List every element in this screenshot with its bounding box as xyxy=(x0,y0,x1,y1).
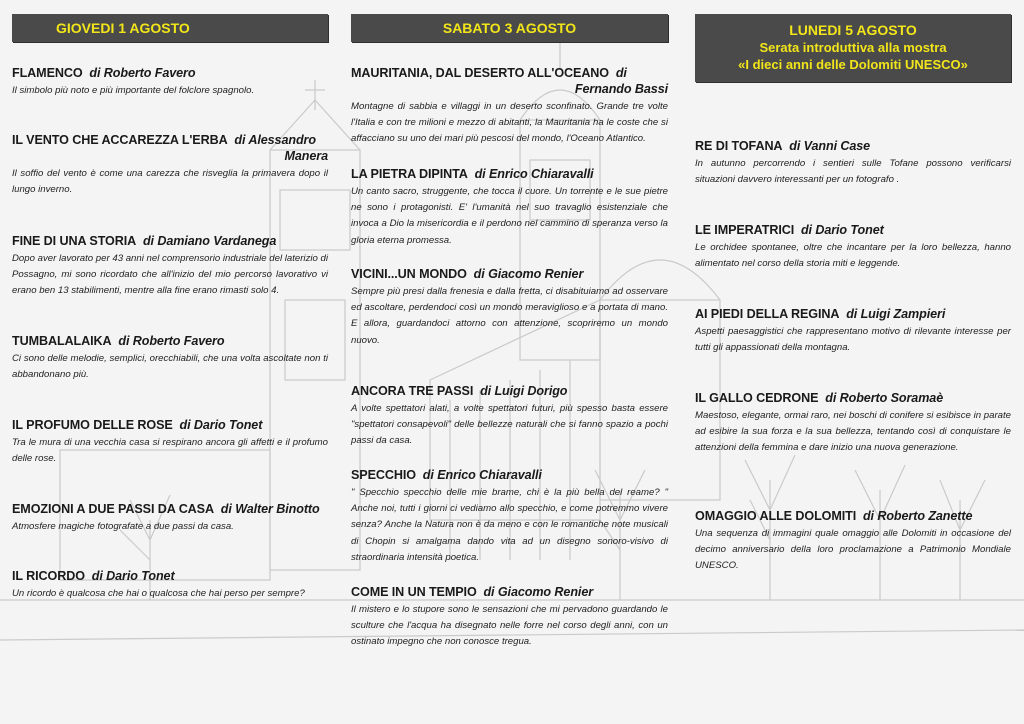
item-title: SPECCHIO di Enrico Chiaravalli xyxy=(351,468,542,482)
column-header-subtitle: Serata introduttiva alla mostra xyxy=(759,40,947,55)
column-saturday xyxy=(351,14,668,648)
program-item xyxy=(351,266,668,349)
item-title: LA PIETRA DIPINTA di Enrico Chiaravalli xyxy=(351,167,594,181)
item-title: RE DI TOFANA di Vanni Case xyxy=(695,139,871,153)
column-header-date: LUNEDI 5 AGOSTO xyxy=(789,22,917,38)
program-item xyxy=(695,306,1011,356)
column-thursday xyxy=(12,14,328,599)
item-description: " Specchio specchio delle mie brame, chi è la più bella del reame? " Anche noi, tutti i giorni ci vediamo allo specchio, e come potremmo vivere senza? Anche la Natura non è da meno e con le romantiche note musicali di Chopin si amalgama dando vita ad un disegno sonoro-visivo di straordinaria intensità poetica. xyxy=(351,487,668,563)
program-item xyxy=(351,584,668,651)
column-header: SABATO 3 AGOSTO xyxy=(351,14,668,42)
column-header-exhibition: «I dieci anni delle Dolomiti UNESCO» xyxy=(738,57,968,72)
program-item xyxy=(695,508,1011,575)
program-item xyxy=(12,501,328,535)
program-item xyxy=(12,568,328,602)
item-title: OMAGGIO ALLE DOLOMITI di Roberto Zanette xyxy=(695,509,973,523)
item-title: LE IMPERATRICI di Dario Tonet xyxy=(695,223,884,237)
program-item xyxy=(351,65,668,148)
program-item xyxy=(351,467,668,566)
item-title: COME IN UN TEMPIO di Giacomo Renier xyxy=(351,585,594,599)
item-description: Una sequenza di immagini quale omaggio alle Dolomiti in occasione del decimo anniversario della loro proclamazione a Patrimonio Mondiale UNESCO. xyxy=(695,528,1011,572)
item-title: IL RICORDO di Dario Tonet xyxy=(12,569,175,583)
item-title: TUMBALALAIKA di Roberto Favero xyxy=(12,334,225,348)
item-description: Un ricordo è qualcosa che hai o qualcosa che hai perso per sempre? xyxy=(12,588,305,599)
program-item xyxy=(695,138,1011,188)
program-item xyxy=(12,233,328,300)
item-description: Il mistero e lo stupore sono le sensazioni che mi pervadono guardando le sculture che l'acqua ha disegnato nelle forre nel corso degli anni, con un ostinato impegno che non conosce tregua. xyxy=(351,604,668,648)
column-monday xyxy=(695,14,1011,572)
program-item xyxy=(695,390,1011,457)
program-item xyxy=(12,417,328,467)
program-item xyxy=(695,222,1011,272)
program-item xyxy=(12,333,328,383)
item-description: Maestoso, elegante, ormai raro, nei boschi di conifere si esibisce in parate ad esibire la sua forza e la sua bellezza, tentando così di conquistare le attenzioni della femmina e dare inizio una nuova generazione. xyxy=(695,410,1011,454)
item-description: Dopo aver lavorato per 43 anni nel comprensorio industriale del laterizio di Possagno, mi sono ricordato che all'inizio del mio percorso lavorativo vi erano ben 13 stabilimenti, mentre alla fine erano rimasti solo 4. xyxy=(12,253,328,297)
item-title: IL PROFUMO DELLE ROSE di Dario Tonet xyxy=(12,418,263,432)
program-item xyxy=(351,166,668,249)
column-header: GIOVEDI 1 AGOSTO xyxy=(12,14,328,42)
item-description: Tra le mura di una vecchia casa si respirano ancora gli affetti e il profumo delle rose. xyxy=(12,437,328,465)
program-item xyxy=(12,132,328,198)
item-title: IL GALLO CEDRONE di Roberto Soramaè xyxy=(695,391,944,405)
item-description: Il simbolo più noto e più importante del folclore spagnolo. xyxy=(12,85,255,96)
item-title: EMOZIONI A DUE PASSI DA CASA di Walter Binotto xyxy=(12,502,320,516)
item-description: Il soffio del vento è come una carezza che risveglia la primavera dopo il lungo inverno. xyxy=(12,168,328,196)
item-description: Aspetti paesaggistici che rappresentano motivo di rilevante interesse per tutti gli appassionati della montagna. xyxy=(695,326,1011,354)
item-description: Le orchidee spontanee, oltre che incantare per la loro bellezza, hanno alimentato nel corso della storia miti e leggende. xyxy=(695,242,1011,270)
item-description: Ci sono delle melodie, semplici, orecchiabili, che una volta ascoltate non ti abbandonano più. xyxy=(12,353,328,381)
program-item xyxy=(12,65,328,99)
item-title: IL VENTO CHE ACCAREZZA L'ERBA di Alessandro Manera xyxy=(12,133,328,163)
item-description: Montagne di sabbia e villaggi in un deserto sconfinato. Grande tre volte l'Italia e con tre milioni e mezzo di abitanti, la Mauritania ha le coste che si affacciano su uno dei mari più pescosi del mondo, l'Oceano Atlantico. xyxy=(351,101,668,145)
item-title: FINE DI UNA STORIA di Damiano Vardanega xyxy=(12,234,277,248)
item-description: A volte spettatori alati, a volte spettatori futuri, più spesso basta essere "spettatori consapevoli" delle bellezze naturali che si fanno spazio a pochi passi da casa. xyxy=(351,403,668,447)
item-title: AI PIEDI DELLA REGINA di Luigi Zampieri xyxy=(695,307,946,321)
item-description: Sempre più presi dalla frenesia e dalla fretta, ci disabituiamo ad osservare ed ascoltare, perdendoci così un mondo meraviglioso e a portata di mano. E allora, guardandoci attorno con attenzione, scopriremo un mondo nuovo. xyxy=(351,286,668,346)
item-description: Atmosfere magiche fotografate a due passi da casa. xyxy=(12,521,234,532)
column-header xyxy=(695,14,1011,82)
item-title: ANCORA TRE PASSI di Luigi Dorigo xyxy=(351,384,568,398)
program-item xyxy=(351,383,668,450)
item-description: Un canto sacro, struggente, che tocca il cuore. Un torrente e le sue pietre ne sono i protagonisti. E' l'umanità nel suo travaglio esistenziale che invoca a Dio la misericordia e il perdono nel cammino di speranza verso la gloria eterna promessa. xyxy=(351,186,668,246)
item-title: FLAMENCO di Roberto Favero xyxy=(12,66,196,80)
item-title: VICINI...UN MONDO di Giacomo Renier xyxy=(351,267,584,281)
item-description: In autunno percorrendo i sentieri sulle Tofane possono verificarsi situazioni davvero interessanti per un fotografo . xyxy=(695,158,1011,186)
item-title: MAURITANIA, DAL DESERTO ALL'OCEANO di Fernando Bassi xyxy=(351,66,668,96)
